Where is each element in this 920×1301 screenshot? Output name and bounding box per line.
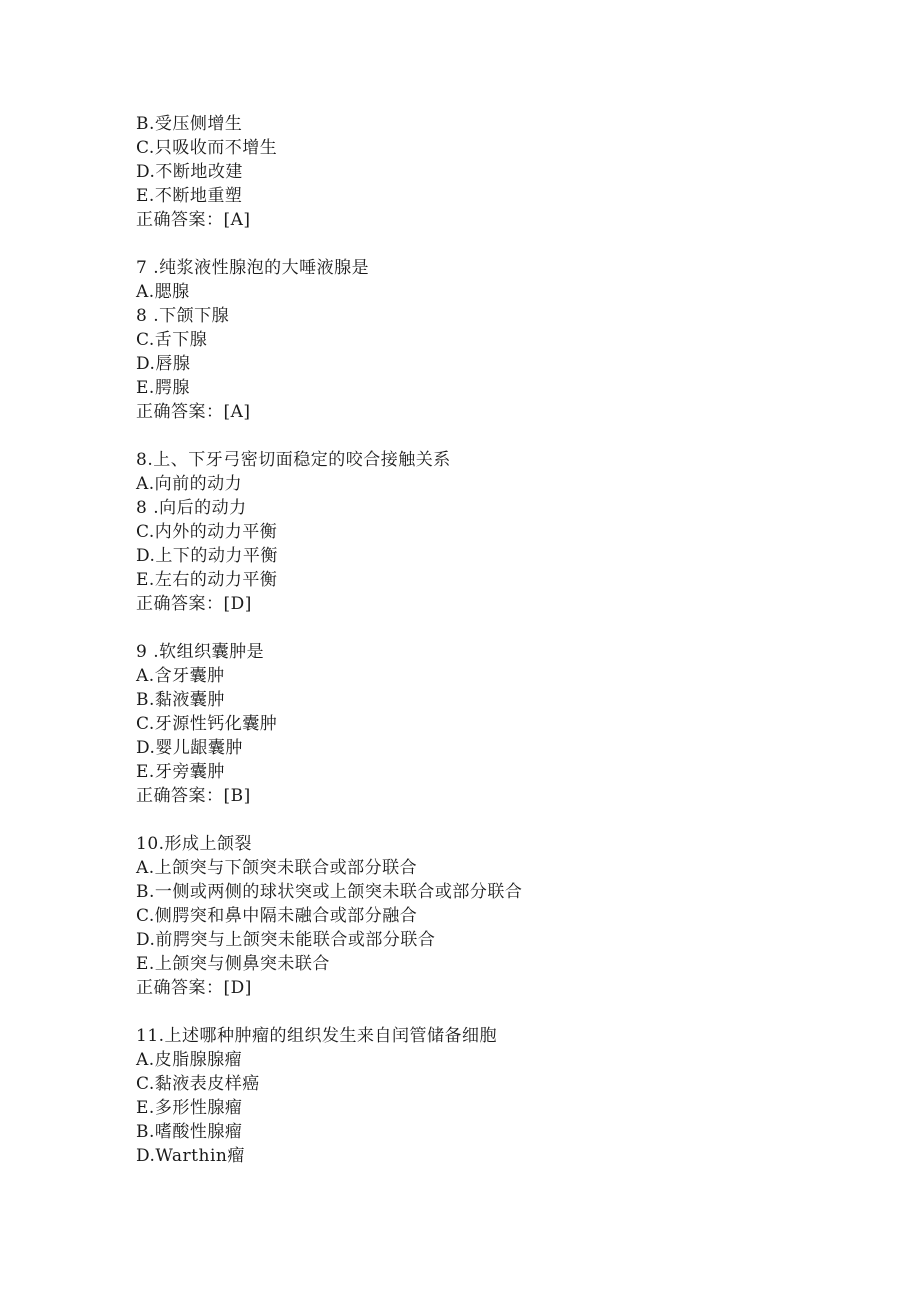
- option-line: B.一侧或两侧的球状突或上颌突未联合或部分联合: [136, 882, 523, 902]
- option-line: E.腭腺: [136, 378, 190, 398]
- option-line: C.黏液表皮样癌: [136, 1074, 260, 1094]
- option-line: E.左右的动力平衡: [136, 570, 278, 590]
- question-text: 8.上、下牙弓密切面稳定的咬合接触关系: [136, 450, 451, 470]
- question-block-8: [136, 448, 876, 616]
- answer-line: 正确答案：[A]: [136, 210, 251, 230]
- option-line: D.上下的动力平衡: [136, 546, 278, 566]
- option-line: C.舌下腺: [136, 330, 208, 350]
- answer-line: 正确答案：[D]: [136, 978, 252, 998]
- question-block-9: [136, 640, 876, 808]
- option-line: D.唇腺: [136, 354, 191, 374]
- option-line: E.牙旁囊肿: [136, 762, 225, 782]
- answer-line: 正确答案：[D]: [136, 594, 252, 614]
- option-line: 8 .向后的动力: [136, 498, 247, 518]
- option-line: A.向前的动力: [136, 474, 243, 494]
- option-line: E.多形性腺瘤: [136, 1098, 243, 1118]
- question-text: 9 .软组织囊肿是: [136, 642, 265, 662]
- question-block-11: [136, 1024, 876, 1168]
- question-block-6: [136, 112, 876, 232]
- document-page: [136, 112, 876, 1168]
- option-line: C.牙源性钙化囊肿: [136, 714, 278, 734]
- question-text: 11.上述哪种肿瘤的组织发生来自闰管储备细胞: [136, 1026, 498, 1046]
- question-text: 7 .纯浆液性腺泡的大唾液腺是: [136, 258, 370, 278]
- option-line: D.婴儿龈囊肿: [136, 738, 243, 758]
- option-line: D.不断地改建: [136, 162, 243, 182]
- option-line: 8 .下颌下腺: [136, 306, 230, 326]
- option-line: A.腮腺: [136, 282, 190, 302]
- answer-line: 正确答案：[A]: [136, 402, 251, 422]
- option-line: B.受压侧增生: [136, 114, 243, 134]
- option-line: D.Warthin瘤: [136, 1146, 245, 1166]
- option-line: A.含牙囊肿: [136, 666, 225, 686]
- question-block-10: [136, 832, 876, 1000]
- option-line: C.侧腭突和鼻中隔未融合或部分融合: [136, 906, 418, 926]
- question-text: 10.形成上颌裂: [136, 834, 253, 854]
- option-line: A.上颌突与下颌突未联合或部分联合: [136, 858, 418, 878]
- option-line: D.前腭突与上颌突未能联合或部分联合: [136, 930, 436, 950]
- option-line: C.内外的动力平衡: [136, 522, 278, 542]
- answer-line: 正确答案：[B]: [136, 786, 251, 806]
- option-line: E.上颌突与侧鼻突未联合: [136, 954, 330, 974]
- option-line: B.黏液囊肿: [136, 690, 225, 710]
- question-block-7: [136, 256, 876, 424]
- option-line: B.嗜酸性腺瘤: [136, 1122, 243, 1142]
- option-line: C.只吸收而不增生: [136, 138, 278, 158]
- option-line: A.皮脂腺腺瘤: [136, 1050, 243, 1070]
- option-line: E.不断地重塑: [136, 186, 243, 206]
